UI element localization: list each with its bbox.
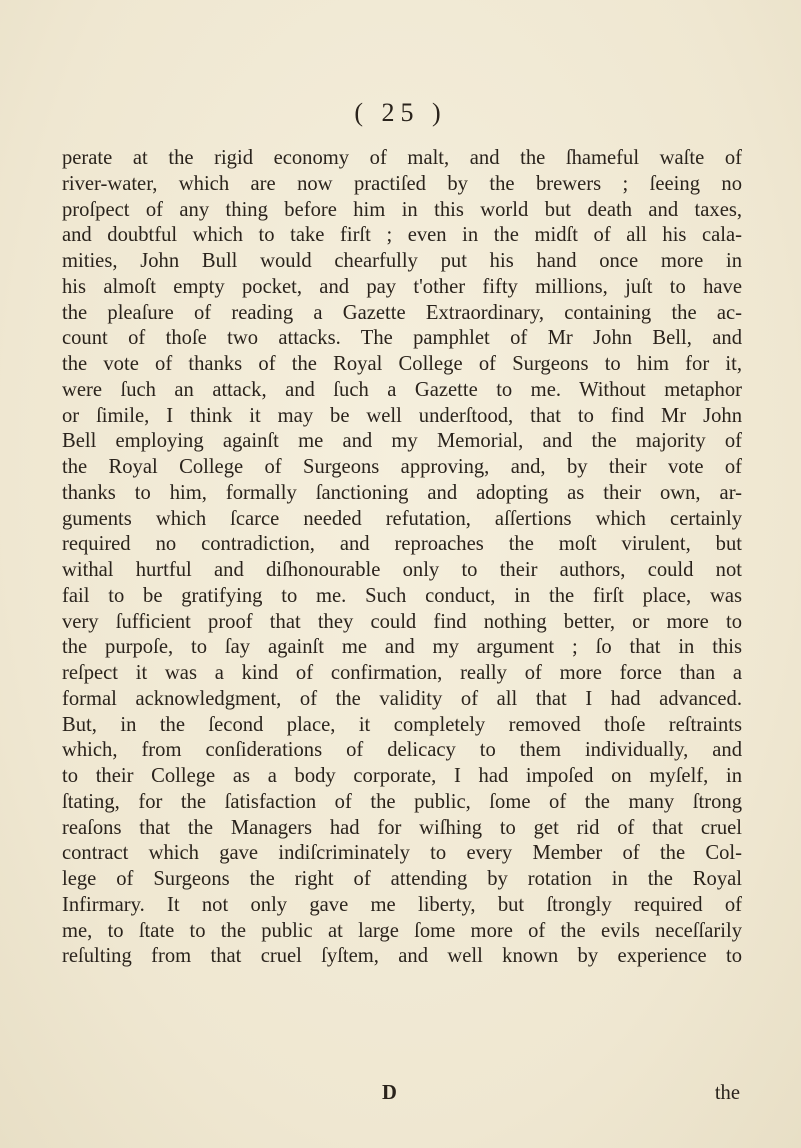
- text-line: reaſons that the Managers had for wiſhing to get rid of that cruel: [62, 816, 742, 839]
- text-line: guments which ſcarce needed refutation, aſſertions which certainly: [62, 507, 742, 530]
- text-line: lege of Surgeons the right of attending by rotation in the Royal: [62, 868, 742, 890]
- text-line: Infirmary. It not only gave me liberty, but ſtrongly required of: [62, 893, 742, 916]
- text-line: or ſimile, I think it may be well underſtood, that to find Mr John: [62, 404, 742, 427]
- catchword: the: [714, 1082, 740, 1104]
- text-line: perate at the rigid economy of malt, and the ſhameful waſte of: [62, 147, 742, 169]
- page-number: ( 25 ): [354, 98, 447, 127]
- text-line: the vote of thanks of the Royal College of Surgeons to him for it,: [62, 353, 742, 375]
- text-line: river-water, which are now practiſed by the brewers ; ſeeing no: [62, 172, 742, 195]
- text-line: reſpect it was a kind of confirmation, really of more force than a: [62, 662, 742, 684]
- text-line: his almoſt empty pocket, and pay t'other fifty millions, juſt to have: [62, 275, 742, 298]
- text-line: me, to ſtate to the public at large ſome more of the evils neceſſarily: [62, 919, 742, 942]
- text-line: and doubtful which to take firſt ; even in the midſt of all his cala-: [62, 224, 742, 247]
- text-line: fail to be gratifying to me. Such conduct, in the firſt place, was: [62, 584, 742, 607]
- page-footer: [62, 1082, 742, 1110]
- text-line: required no contradiction, and reproaches the moſt virulent, but: [62, 533, 742, 556]
- text-line: proſpect of any thing before him in this world but death and taxes,: [62, 198, 742, 221]
- text-line: Bell employing againſt me and my Memorial, and the majority of: [62, 430, 742, 453]
- text-line: which, from conſiderations of delicacy to them individually, and: [62, 739, 742, 762]
- text-line: formal acknowledgment, of the validity of all that I had advanced.: [62, 687, 742, 710]
- text-line: the pleaſure of reading a Gazette Extraordinary, containing the ac-: [62, 301, 742, 324]
- text-line: ſtating, for the ſatisfaction of the public, ſome of the many ſtrong: [62, 790, 742, 813]
- text-line: were ſuch an attack, and ſuch a Gazette to me. Without metaphor: [62, 378, 742, 401]
- text-line: the Royal College of Surgeons approving, and, by their vote of: [62, 456, 742, 478]
- text-line: thanks to him, formally ſanctioning and adopting as their own, ar-: [62, 481, 742, 504]
- text-line: But, in the ſecond place, it completely removed thoſe reſtraints: [62, 713, 742, 736]
- text-line: very ſufficient proof that they could find nothing better, or more to: [62, 610, 742, 633]
- signature-mark: D: [382, 1082, 397, 1104]
- body-text: [62, 146, 742, 970]
- text-line: count of thoſe two attacks. The pamphlet of Mr John Bell, and: [62, 327, 742, 350]
- text-line: the purpoſe, to ſay againſt me and my argument ; ſo that in this: [62, 636, 742, 659]
- text-line: contract which gave indiſcriminately to every Member of the Col-: [62, 842, 742, 865]
- text-line: mities, John Bull would chearfully put his hand once more in: [62, 250, 742, 272]
- text-line: to their College as a body corporate, I had impoſed on myſelf, in: [62, 765, 742, 787]
- text-line: withal hurtful and diſhonourable only to their authors, could not: [62, 559, 742, 581]
- text-line: reſulting from that cruel ſyſtem, and well known by experience to: [62, 945, 742, 968]
